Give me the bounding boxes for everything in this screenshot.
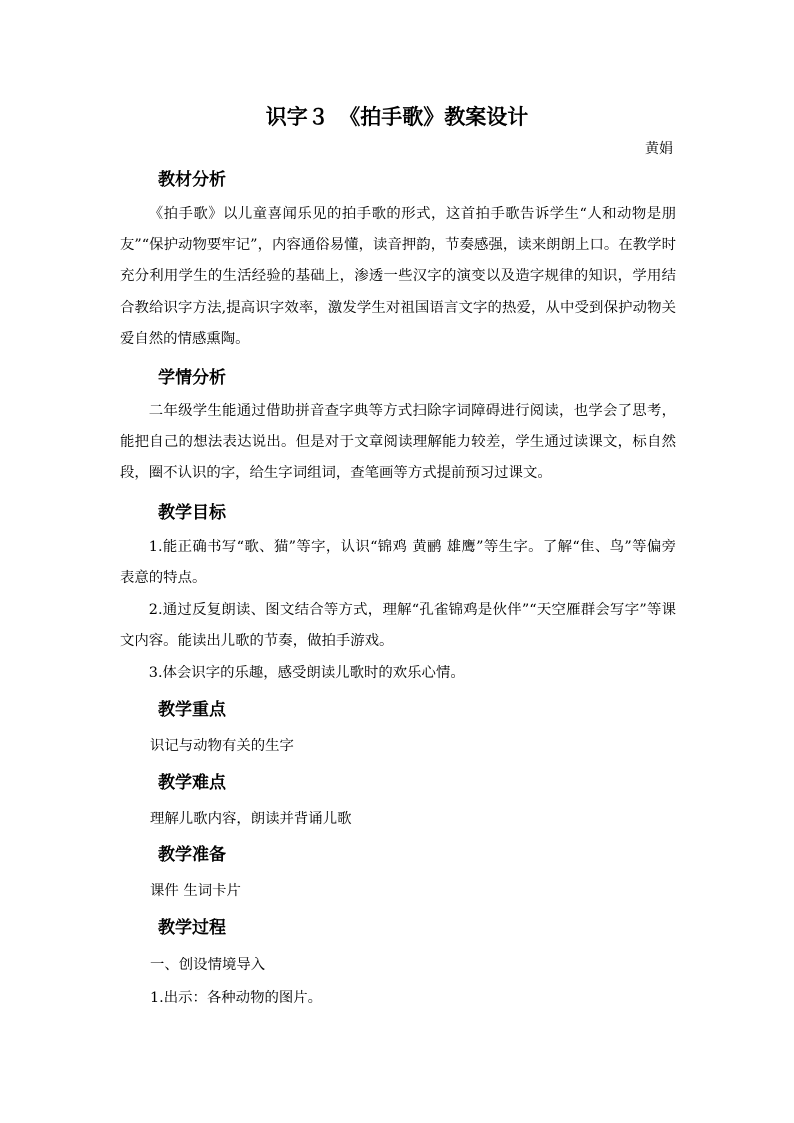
process-step-1-item-1: 1.出示：各种动物的图片。	[150, 990, 323, 1006]
document-title: 识字３ 《拍手歌》教案设计	[265, 105, 529, 129]
heading-key-points: 教学重点	[158, 700, 226, 720]
paragraph-material-analysis: 《拍手歌》以儿童喜闻乐见的拍手歌的形式，这首拍手歌告诉学生“人和动物是朋友”“保护动物要牢记”，内容通俗易懂，读音押韵，节奏感强，读来朗朗上口。在教学时充分利用学生的生活经验的基础上，渗透一些汉字的演变以及造字规律的知识，学用结合教给识字方法,提高识字效率，激发学生对祖国语言文字的热爱，从中受到保护动物关爱自然的情感熏陶。	[120, 206, 676, 347]
objective-item-3: 3.体会识字的乐趣，感受朗读儿歌时的欢乐心情。	[148, 665, 465, 681]
objective-item-1: 1.能正确书写“歌、猫”等字，认识“锦鸡 黄鹂 雄鹰”等生字。了解“隹、鸟”等偏旁表意的特点。	[120, 539, 676, 587]
heading-process: 教学过程	[158, 918, 226, 938]
objective-item-2: 2.通过反复朗读、图文结合等方式，理解“孔雀锦鸡是伙伴”“天空雁群会写字”等课文内容。能读出儿歌的节奏，做拍手游戏。	[120, 602, 676, 650]
heading-material-analysis: 教材分析	[158, 170, 226, 190]
author-name: 黄娟	[645, 141, 673, 157]
difficulties-text: 理解儿歌内容，朗读并背诵儿歌	[150, 811, 352, 827]
paragraph-student-analysis: 二年级学生能通过借助拼音查字典等方式扫除字词障碍进行阅读，也学会了思考，能把自己的想法表达说出。但是对于文章阅读理解能力较差，学生通过读课文，标自然段，圈不认识的字，给生字词组词，查笔画等方式提前预习过课文。	[120, 403, 676, 482]
heading-difficulties: 教学难点	[158, 773, 226, 793]
heading-student-analysis: 学情分析	[158, 368, 226, 388]
key-points-text: 识记与动物有关的生字	[150, 738, 294, 754]
heading-objectives: 教学目标	[158, 503, 226, 523]
heading-preparation: 教学准备	[158, 845, 226, 865]
preparation-text: 课件 生词卡片	[150, 883, 241, 899]
process-step-1: 一、创设情境导入	[150, 957, 266, 973]
